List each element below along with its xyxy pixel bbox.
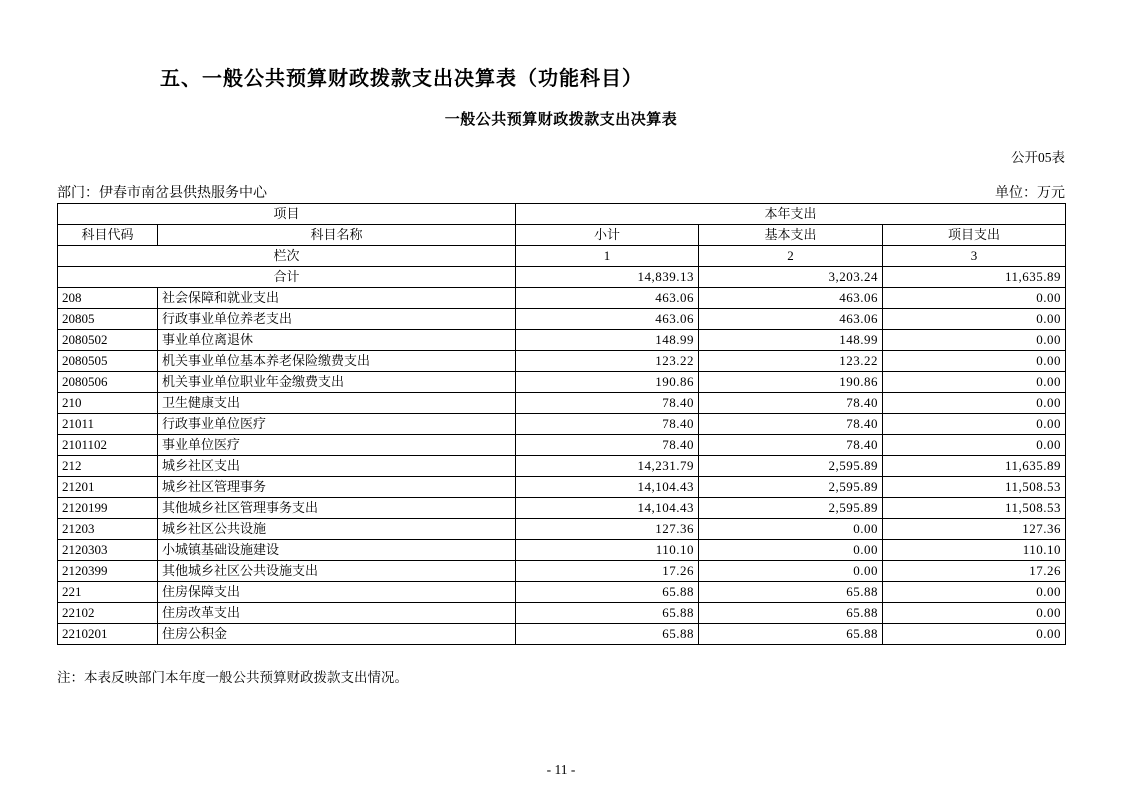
budget-expenditure-table	[57, 203, 1066, 645]
row-basic: 123.22	[699, 351, 883, 372]
row-name: 机关事业单位基本养老保险缴费支出	[158, 351, 516, 372]
total-label: 合计	[58, 267, 516, 288]
table-note: 注：本表反映部门本年度一般公共预算财政拨款支出情况。	[57, 670, 408, 685]
row-name: 行政事业单位医疗	[158, 414, 516, 435]
column-header-name: 科目名称	[158, 225, 516, 246]
row-subtotal: 123.22	[516, 351, 699, 372]
row-project: 127.36	[883, 519, 1066, 540]
row-project: 0.00	[883, 309, 1066, 330]
row-project: 0.00	[883, 603, 1066, 624]
table-row	[58, 372, 1066, 393]
row-basic: 148.99	[699, 330, 883, 351]
row-subtotal: 65.88	[516, 582, 699, 603]
row-subtotal: 190.86	[516, 372, 699, 393]
table-row	[58, 540, 1066, 561]
row-project: 17.26	[883, 561, 1066, 582]
row-basic: 0.00	[699, 540, 883, 561]
row-subtotal: 463.06	[516, 288, 699, 309]
table-column-index-row	[58, 246, 1066, 267]
row-subtotal: 78.40	[516, 393, 699, 414]
row-project: 0.00	[883, 414, 1066, 435]
row-subtotal: 14,104.43	[516, 498, 699, 519]
row-basic: 65.88	[699, 582, 883, 603]
row-code: 2120399	[58, 561, 158, 582]
column-header-basic: 基本支出	[699, 225, 883, 246]
row-name: 城乡社区支出	[158, 456, 516, 477]
table-header-group-row	[58, 204, 1066, 225]
row-project: 0.00	[883, 372, 1066, 393]
table-row	[58, 582, 1066, 603]
page-number: - 11 -	[546, 762, 576, 777]
table-total-row	[58, 267, 1066, 288]
row-name: 城乡社区公共设施	[158, 519, 516, 540]
total-basic: 3,203.24	[699, 267, 883, 288]
row-subtotal: 463.06	[516, 309, 699, 330]
table-row	[58, 435, 1066, 456]
column-header-code: 科目代码	[58, 225, 158, 246]
row-code: 221	[58, 582, 158, 603]
row-basic: 463.06	[699, 288, 883, 309]
row-subtotal: 14,231.79	[516, 456, 699, 477]
row-project: 110.10	[883, 540, 1066, 561]
header-group-current-year: 本年支出	[516, 204, 1066, 225]
row-code: 21011	[58, 414, 158, 435]
row-project: 0.00	[883, 330, 1066, 351]
row-name: 城乡社区管理事务	[158, 477, 516, 498]
table-row	[58, 393, 1066, 414]
row-code: 2210201	[58, 624, 158, 645]
form-code: 公开05表	[1011, 150, 1065, 165]
column-header-project: 项目支出	[883, 225, 1066, 246]
row-subtotal: 17.26	[516, 561, 699, 582]
row-project: 11,508.53	[883, 498, 1066, 519]
row-basic: 0.00	[699, 519, 883, 540]
header-group-item: 项目	[58, 204, 516, 225]
row-subtotal: 65.88	[516, 624, 699, 645]
table-row	[58, 519, 1066, 540]
row-subtotal: 78.40	[516, 435, 699, 456]
total-subtotal: 14,839.13	[516, 267, 699, 288]
table-row	[58, 561, 1066, 582]
column-index-3: 3	[883, 246, 1066, 267]
row-subtotal: 14,104.43	[516, 477, 699, 498]
row-subtotal: 148.99	[516, 330, 699, 351]
column-index-1: 1	[516, 246, 699, 267]
row-code: 208	[58, 288, 158, 309]
table-row	[58, 309, 1066, 330]
column-index-label: 栏次	[58, 246, 516, 267]
column-header-subtotal: 小计	[516, 225, 699, 246]
row-name: 事业单位医疗	[158, 435, 516, 456]
row-name: 其他城乡社区公共设施支出	[158, 561, 516, 582]
row-name: 住房公积金	[158, 624, 516, 645]
row-name: 机关事业单位职业年金缴费支出	[158, 372, 516, 393]
total-project: 11,635.89	[883, 267, 1066, 288]
row-subtotal: 65.88	[516, 603, 699, 624]
row-code: 21203	[58, 519, 158, 540]
row-project: 11,508.53	[883, 477, 1066, 498]
table-row	[58, 498, 1066, 519]
table-row	[58, 456, 1066, 477]
row-code: 22102	[58, 603, 158, 624]
row-name: 其他城乡社区管理事务支出	[158, 498, 516, 519]
row-basic: 0.00	[699, 561, 883, 582]
table-row	[58, 330, 1066, 351]
table-title: 一般公共预算财政拨款支出决算表	[444, 112, 678, 128]
row-project: 0.00	[883, 435, 1066, 456]
row-subtotal: 127.36	[516, 519, 699, 540]
row-project: 0.00	[883, 582, 1066, 603]
row-subtotal: 78.40	[516, 414, 699, 435]
row-name: 住房保障支出	[158, 582, 516, 603]
row-basic: 65.88	[699, 624, 883, 645]
row-basic: 78.40	[699, 435, 883, 456]
row-name: 小城镇基础设施建设	[158, 540, 516, 561]
row-basic: 2,595.89	[699, 477, 883, 498]
row-name: 卫生健康支出	[158, 393, 516, 414]
row-basic: 463.06	[699, 309, 883, 330]
table-row	[58, 351, 1066, 372]
department-label: 部门：	[57, 186, 99, 201]
row-basic: 2,595.89	[699, 498, 883, 519]
row-project: 0.00	[883, 351, 1066, 372]
row-code: 2120199	[58, 498, 158, 519]
row-subtotal: 110.10	[516, 540, 699, 561]
row-code: 2101102	[58, 435, 158, 456]
row-name: 住房改革支出	[158, 603, 516, 624]
row-project: 0.00	[883, 288, 1066, 309]
table-header-row	[58, 225, 1066, 246]
table-row	[58, 288, 1066, 309]
table-row	[58, 624, 1066, 645]
row-basic: 2,595.89	[699, 456, 883, 477]
row-code: 2080505	[58, 351, 158, 372]
row-code: 2080502	[58, 330, 158, 351]
unit-label: 单位：万元	[995, 186, 1065, 201]
row-basic: 190.86	[699, 372, 883, 393]
row-code: 2080506	[58, 372, 158, 393]
column-index-2: 2	[699, 246, 883, 267]
row-basic: 78.40	[699, 393, 883, 414]
row-code: 212	[58, 456, 158, 477]
table-row	[58, 603, 1066, 624]
department-value: 伊春市南岔县供热服务中心	[99, 186, 267, 201]
row-name: 事业单位离退休	[158, 330, 516, 351]
row-name: 社会保障和就业支出	[158, 288, 516, 309]
row-project: 0.00	[883, 624, 1066, 645]
row-project: 11,635.89	[883, 456, 1066, 477]
row-name: 行政事业单位养老支出	[158, 309, 516, 330]
table-row	[58, 414, 1066, 435]
row-project: 0.00	[883, 393, 1066, 414]
row-basic: 78.40	[699, 414, 883, 435]
row-code: 2120303	[58, 540, 158, 561]
table-row	[58, 477, 1066, 498]
department-line	[57, 182, 267, 202]
row-basic: 65.88	[699, 603, 883, 624]
row-code: 21201	[58, 477, 158, 498]
row-code: 210	[58, 393, 158, 414]
row-code: 20805	[58, 309, 158, 330]
section-title: 五、一般公共预算财政拨款支出决算表（功能科目）	[160, 68, 643, 90]
